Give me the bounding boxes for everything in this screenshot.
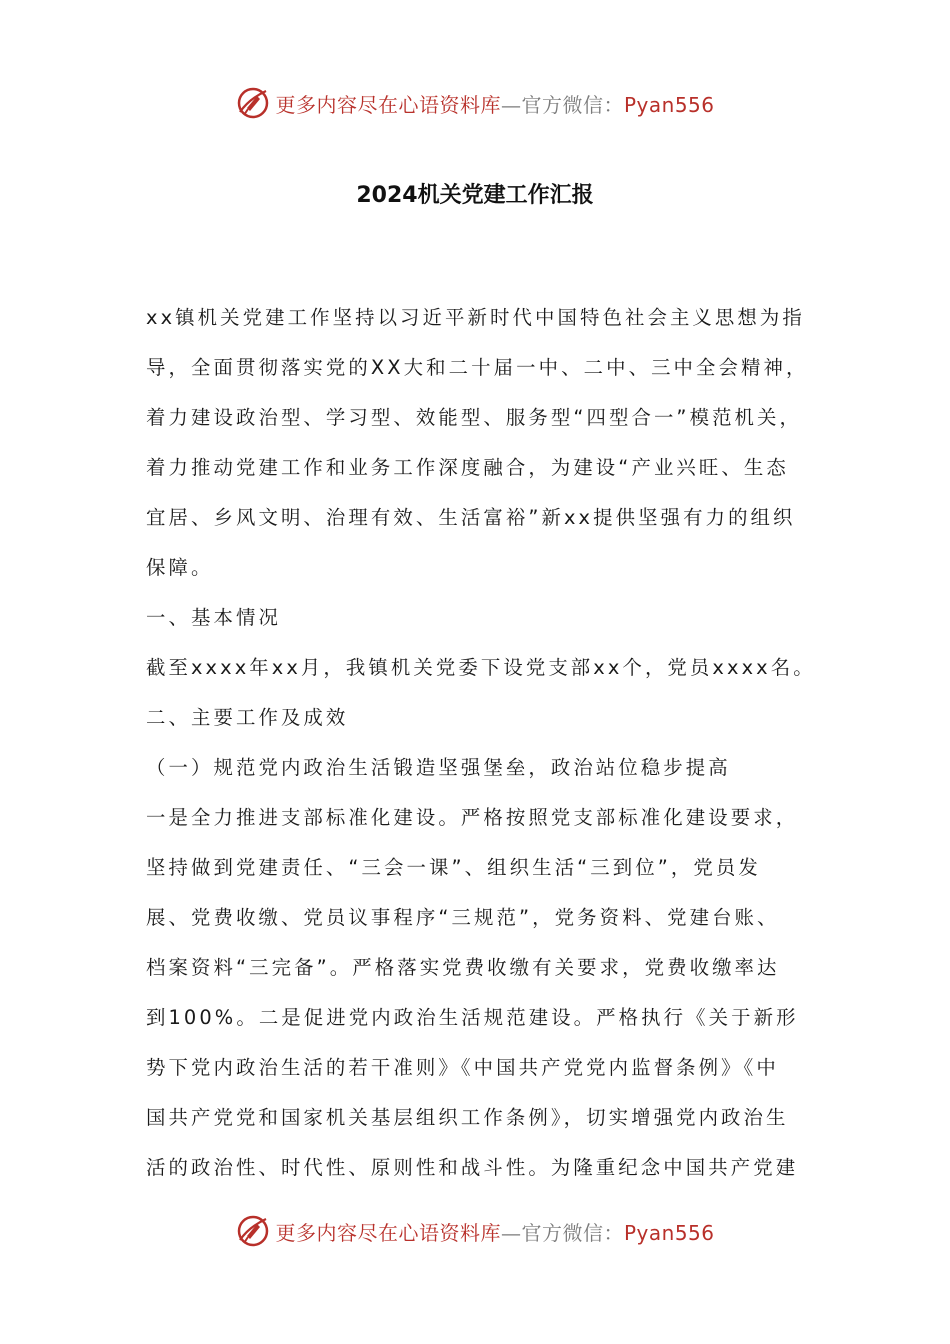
watermark-label: 官方微信： xyxy=(521,92,624,117)
document-title: 2024机关党建工作汇报 xyxy=(356,183,594,208)
watermark-prefix: 更多内容尽在心语资料库 xyxy=(275,92,501,117)
body-line: 国共产党党和国家机关基层组织工作条例》，切实增强党内政治生 xyxy=(146,1106,789,1129)
body-line: 坚持做到党建责任、“三会一课”、组织生活“三到位”，党员发 xyxy=(146,856,761,879)
body-line: 档案资料“三完备”。严格落实党费收缴有关要求，党费收缴率达 xyxy=(146,956,780,979)
pen-logo-icon xyxy=(235,1213,271,1249)
body-line: 着力推动党建工作和业务工作深度融合，为建设“产业兴旺、生态 xyxy=(146,456,789,479)
body-line: 导，全面贯彻落实党的XX大和二十届一中、二中、三中全会精神， xyxy=(146,356,809,379)
watermark-wechat-id: Pyan556 xyxy=(623,92,715,117)
body-line: 活的政治性、时代性、原则性和战斗性。为隆重纪念中国共产党建 xyxy=(146,1156,799,1179)
watermark-text xyxy=(275,1217,714,1246)
body-line: xx镇机关党建工作坚持以习近平新时代中国特色社会主义思想为指 xyxy=(146,306,805,329)
footer-watermark xyxy=(0,1211,950,1251)
body-line: 到100%。二是促进党内政治生活规范建设。严格执行《关于新形 xyxy=(146,1006,799,1029)
body-line: 着力建设政治型、学习型、效能型、服务型“四型合一”模范机关， xyxy=(146,406,803,429)
body-line: 截至xxxx年xx月，我镇机关党委下设党支部xx个，党员xxxx名。 xyxy=(146,656,816,679)
watermark-text xyxy=(275,89,714,118)
subsection-heading: （一）规范党内政治生活锻造坚强堡垒，政治站位稳步提高 xyxy=(146,756,731,779)
body-line: 一是全力推进支部标准化建设。严格按照党支部标准化建设要求， xyxy=(146,806,799,829)
watermark-separator: — xyxy=(500,1220,522,1245)
section-heading: 一、基本情况 xyxy=(146,606,281,629)
body-line: 展、党费收缴、党员议事程序“三规范”，党务资料、党建台账、 xyxy=(146,906,780,929)
body-line: 保障。 xyxy=(146,556,214,579)
body-line: 宜居、乡风文明、治理有效、生活富裕”新xx提供坚强有力的组织 xyxy=(146,506,796,529)
pen-logo-icon xyxy=(235,85,271,121)
watermark-separator: — xyxy=(500,92,522,117)
watermark-wechat-id: Pyan556 xyxy=(623,1220,715,1245)
watermark-label: 官方微信： xyxy=(521,1220,624,1245)
section-heading: 二、主要工作及成效 xyxy=(146,706,349,729)
watermark-prefix: 更多内容尽在心语资料库 xyxy=(275,1220,501,1245)
header-watermark xyxy=(0,83,950,123)
body-line: 势下党内政治生活的若干准则》《中国共产党党内监督条例》《中 xyxy=(146,1056,779,1079)
document-body xyxy=(146,296,816,1196)
